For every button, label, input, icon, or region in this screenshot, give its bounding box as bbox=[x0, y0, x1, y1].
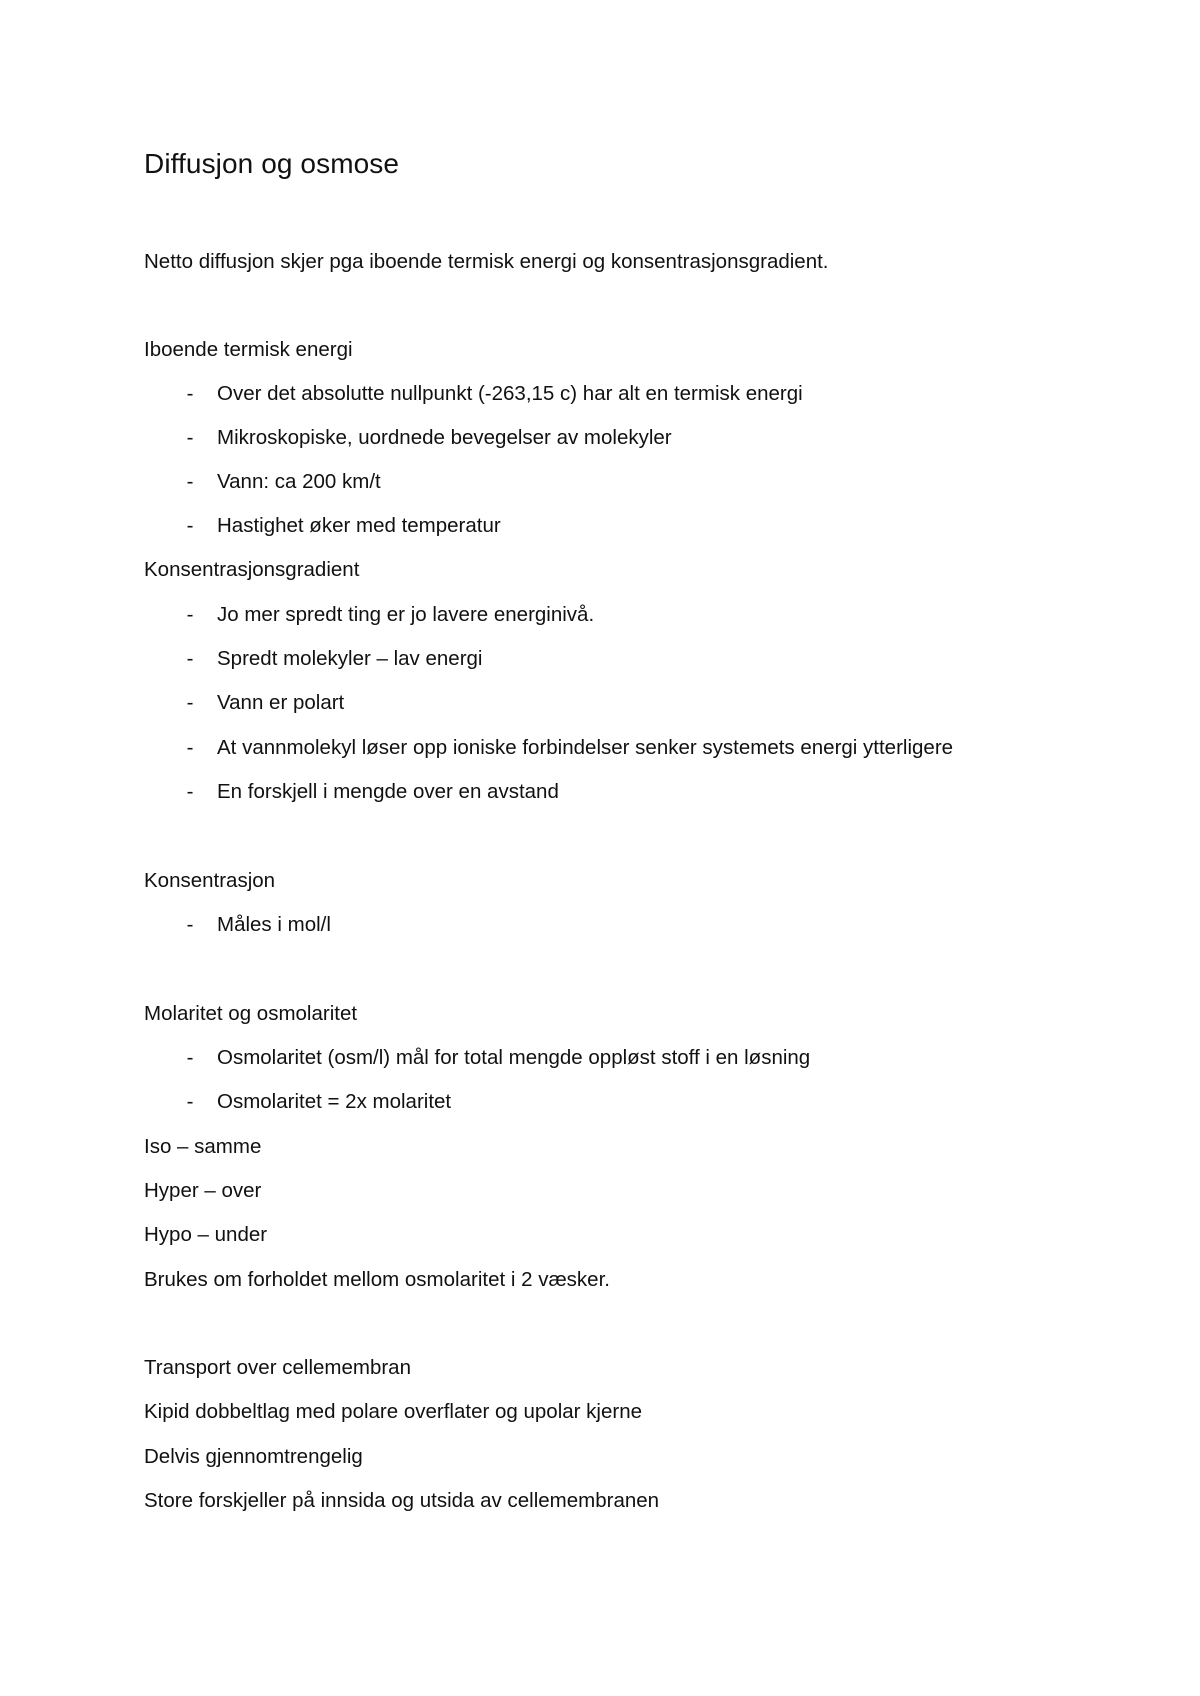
bullet-marker: - bbox=[186, 1090, 194, 1113]
bullet-marker: - bbox=[186, 426, 194, 449]
list-item: Vann: ca 200 km/t bbox=[217, 470, 381, 493]
list-item: Vann er polart bbox=[217, 691, 345, 714]
list-item: At vannmolekyl løser opp ioniske forbindelser senker systemets energi ytterligere bbox=[217, 736, 954, 759]
bullet-marker: - bbox=[186, 603, 194, 626]
list-item: Osmolaritet = 2x molaritet bbox=[217, 1090, 452, 1113]
bullet-marker: - bbox=[186, 780, 194, 803]
intro-paragraph: Netto diffusjon skjer pga iboende termisk energi og konsentrasjonsgradient. bbox=[144, 250, 829, 273]
list-item: Jo mer spredt ting er jo lavere energinivå. bbox=[217, 603, 595, 626]
list-item: Måles i mol/l bbox=[217, 913, 331, 936]
text-line: Hypo – under bbox=[144, 1223, 268, 1246]
document-title: Diffusjon og osmose bbox=[144, 148, 400, 179]
bullet-marker: - bbox=[186, 691, 194, 714]
bullet-marker: - bbox=[186, 514, 194, 537]
list-item: En forskjell i mengde over en avstand bbox=[217, 780, 559, 803]
list-item: Osmolaritet (osm/l) mål for total mengde oppløst stoff i en løsning bbox=[217, 1046, 811, 1069]
list-item: Mikroskopiske, uordnede bevegelser av molekyler bbox=[217, 426, 672, 449]
text-line: Store forskjeller på innsida og utsida av cellemembranen bbox=[144, 1489, 660, 1512]
section-heading-thermal: Iboende termisk energi bbox=[144, 338, 353, 361]
section-heading-concentration: Konsentrasjon bbox=[144, 869, 276, 892]
list-item: Hastighet øker med temperatur bbox=[217, 514, 501, 537]
section-heading-gradient: Konsentrasjonsgradient bbox=[144, 558, 360, 581]
bullet-marker: - bbox=[186, 913, 194, 936]
list-item: Over det absolutte nullpunkt (-263,15 c) har alt en termisk energi bbox=[217, 382, 803, 405]
bullet-marker: - bbox=[186, 736, 194, 759]
text-line: Delvis gjennomtrengelig bbox=[144, 1445, 363, 1468]
text-line: Iso – samme bbox=[144, 1135, 262, 1158]
list-item: Spredt molekyler – lav energi bbox=[217, 647, 483, 670]
text-line: Hyper – over bbox=[144, 1179, 262, 1202]
bullet-marker: - bbox=[186, 647, 194, 670]
bullet-marker: - bbox=[186, 382, 194, 405]
text-line: Kipid dobbeltlag med polare overflater og upolar kjerne bbox=[144, 1400, 643, 1423]
section-heading-transport: Transport over cellemembran bbox=[144, 1356, 411, 1379]
section-heading-molarity: Molaritet og osmolaritet bbox=[144, 1002, 358, 1025]
bullet-marker: - bbox=[186, 470, 194, 493]
bullet-marker: - bbox=[186, 1046, 194, 1069]
text-line: Brukes om forholdet mellom osmolaritet i 2 væsker. bbox=[144, 1268, 610, 1291]
